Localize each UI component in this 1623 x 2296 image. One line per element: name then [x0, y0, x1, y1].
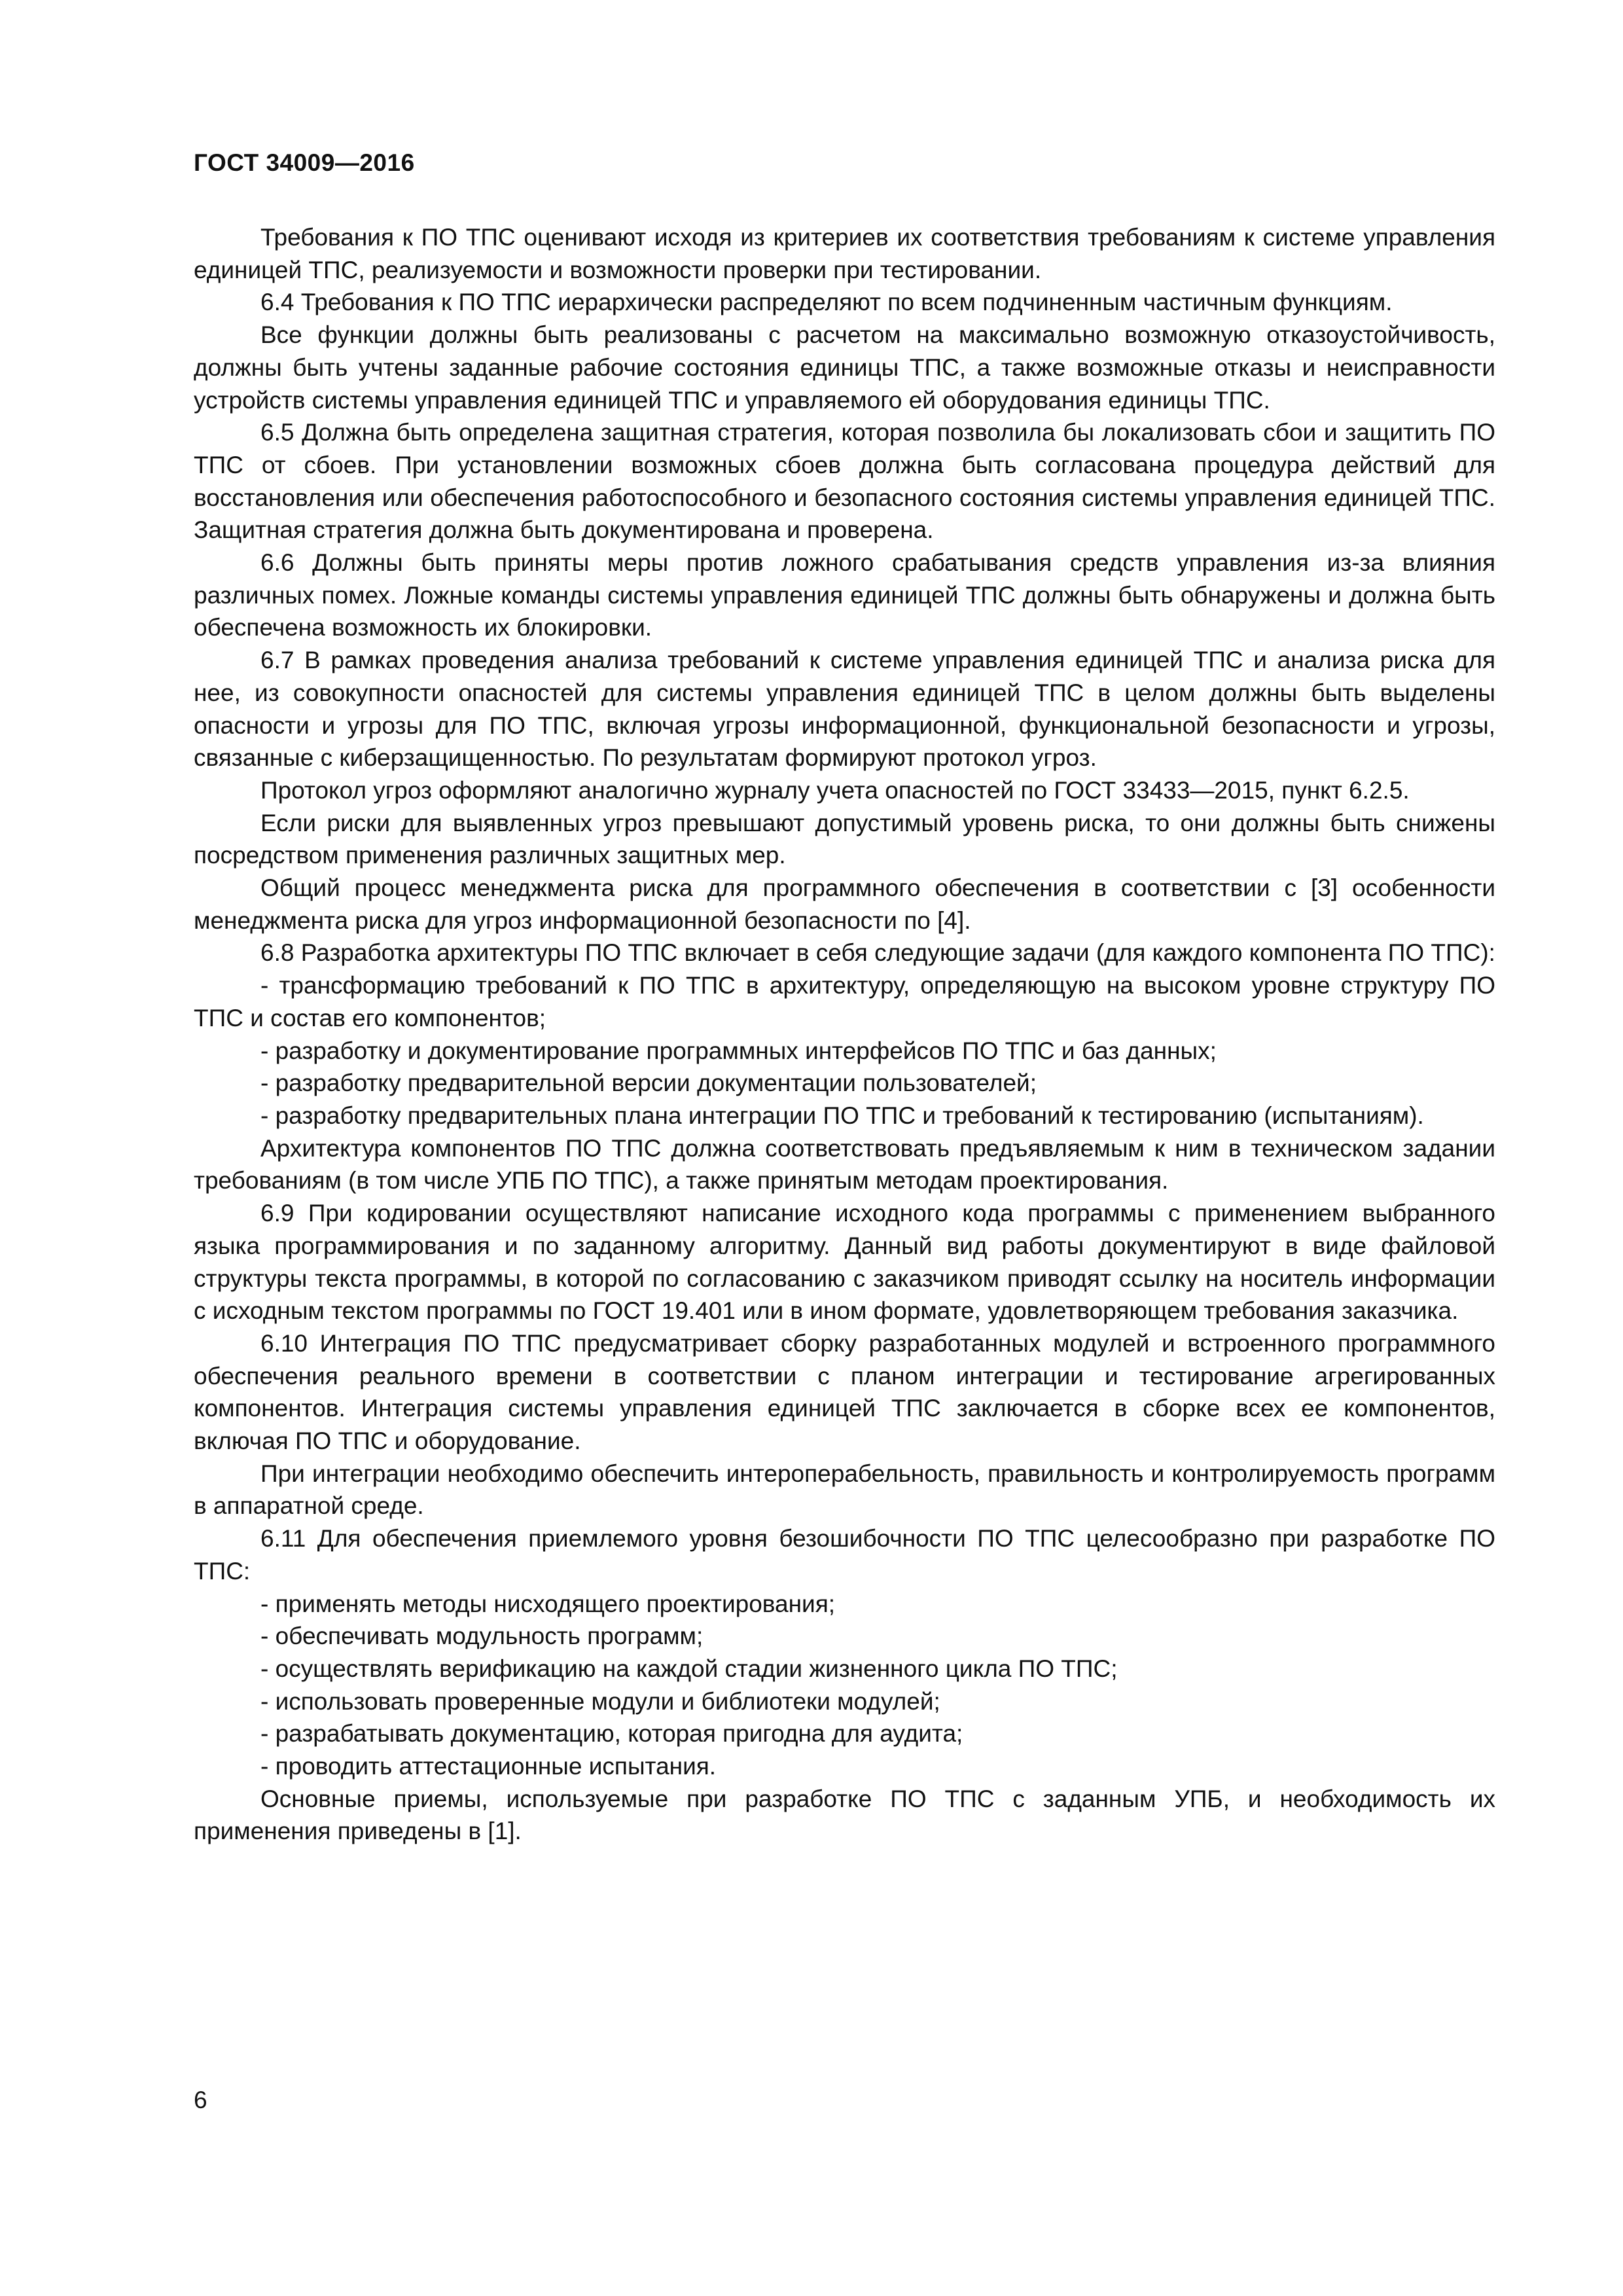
list-item: - разрабатывать документацию, которая пригодна для аудита; — [260, 1720, 963, 1748]
paragraph: 6.7 В рамках проведения анализа требований к системе управления единицей ТПС и анализа риска для нее, из совокупности опасностей для системы управления единицей ТПС в целом должны быть выделены опасности и угрозы для ПО ТПС, включая угрозы информационной, функциональной безопасности и угрозы, связанные с киберзащищенностью. По результатам формируют протокол угроз. — [194, 647, 1495, 772]
paragraph: 6.4 Требования к ПО ТПС иерархически распределяют по всем подчиненным частичным функциям. — [260, 289, 1393, 316]
list-item: - разработку и документирование программных интерфейсов ПО ТПС и баз данных; — [260, 1037, 1217, 1064]
list-item: - разработку предварительной версии документации пользователей; — [260, 1069, 1037, 1097]
list-item: - осуществлять верификацию на каждой стадии жизненного цикла ПО ТПС; — [260, 1655, 1118, 1682]
paragraph: Если риски для выявленных угроз превышают допустимый уровень риска, то они должны быть снижены посредством применения различных защитных мер. — [194, 809, 1495, 869]
page-number: 6 — [194, 2087, 207, 2113]
paragraph: 6.11 Для обеспечения приемлемого уровня безошибочности ПО ТПС целесообразно при разработке ПО ТПС: — [194, 1525, 1495, 1585]
paragraph: 6.5 Должна быть определена защитная стратегия, которая позволила бы локализовать сбои и защитить ПО ТПС от сбоев. При установлении возможных сбоев должна быть согласована процедура действий для восстановления или обеспечения работоспособного и безопасного состояния системы управления единицей ТПС. Защитная стратегия должна быть документирована и проверена. — [194, 419, 1495, 544]
document-header: ГОСТ 34009—2016 — [194, 149, 415, 176]
paragraph: Все функции должны быть реализованы с расчетом на максимально возможную отказоустойчивость, должны быть учтены заданные рабочие состояния единицы ТПС, а также возможные отказы и неисправности устройств системы управления единицей ТПС и управляемого ей оборудования единицы ТПС. — [194, 321, 1495, 414]
paragraph: Архитектура компонентов ПО ТПС должна соответствовать предъявляемым к ним в техническом задании требованиям (в том числе УПБ ПО ТПС), а также принятым методам проектирования. — [194, 1134, 1495, 1194]
paragraph: 6.6 Должны быть приняты меры против ложного срабатывания средств управления из-за влияния различных помех. Ложные команды системы управления единицей ТПС должны быть обнаружены и должна быть обеспечена возможность их блокировки. — [194, 549, 1495, 641]
paragraph: 6.10 Интеграция ПО ТПС предусматривает сборку разработанных модулей и встроенного программного обеспечения реального времени в соответствии с планом интеграции и тестирование агрегированных компонентов. Интеграция системы управления единицей ТПС заключается в сборке всех ее компонентов, включая ПО ТПС и оборудование. — [194, 1329, 1495, 1455]
list-item: - применять методы нисходящего проектирования; — [260, 1590, 836, 1617]
paragraph: Основные приемы, используемые при разработке ПО ТПС с заданным УПБ, и необходимость их применения приведены в [1]. — [194, 1785, 1495, 1845]
list-item: - проводить аттестационные испытания. — [260, 1753, 717, 1780]
paragraph: При интеграции необходимо обеспечить интероперабельность, правильность и контролируемость программ в аппаратной среде. — [194, 1460, 1495, 1520]
paragraph: 6.8 Разработка архитектуры ПО ТПС включает в себя следующие задачи (для каждого компонента ПО ТПС): — [260, 939, 1495, 967]
list-item: - разработку предварительных плана интеграции ПО ТПС и требований к тестированию (испытаниям). — [260, 1102, 1424, 1129]
document-body — [194, 221, 1495, 1848]
list-item: - трансформацию требований к ПО ТПС в архитектуру, определяющую на высоком уровне структуру ПО ТПС и состав его компонентов; — [194, 972, 1495, 1031]
list-item: - обеспечивать модульность программ; — [260, 1623, 704, 1650]
paragraph: 6.9 При кодировании осуществляют написание исходного кода программы с применением выбранного языка программирования и по заданному алгоритму. Данный вид работы документируют в виде файловой структуры текста программы, в которой по согласованию с заказчиком приводят ссылку на носитель информации с исходным текстом программы по ГОСТ 19.401 или в ином формате, удовлетворяющем требования заказчика. — [194, 1200, 1495, 1325]
paragraph: Требования к ПО ТПС оценивают исходя из критериев их соответствия требованиям к системе управления единицей ТПС, реализуемости и возможности проверки при тестировании. — [194, 224, 1495, 283]
paragraph: Общий процесс менеджмента риска для программного обеспечения в соответствии с [3] особенности менеджмента риска для угроз информационной безопасности по [4]. — [194, 874, 1495, 934]
paragraph: Протокол угроз оформляют аналогично журналу учета опасностей по ГОСТ 33433—2015, пункт 6.2.5. — [260, 776, 1410, 804]
list-item: - использовать проверенные модули и библиотеки модулей; — [260, 1687, 940, 1715]
